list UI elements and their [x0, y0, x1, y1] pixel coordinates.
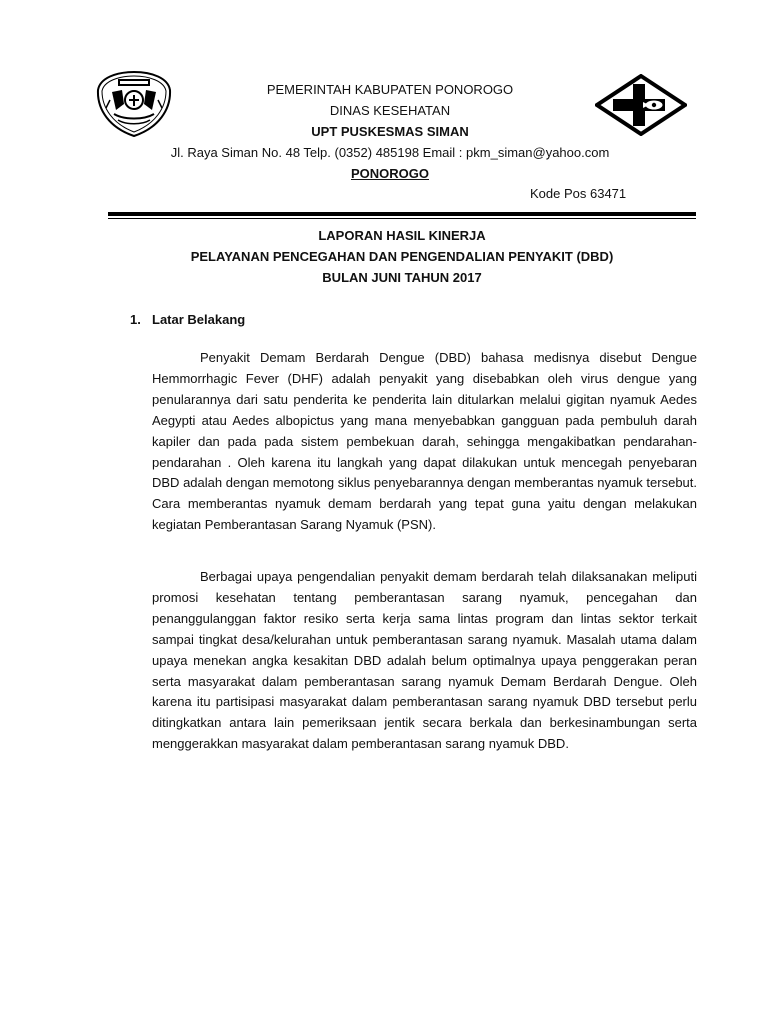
report-period: BULAN JUNI TAHUN 2017	[322, 270, 482, 285]
paragraph-background-2: Berbagai upaya pengendalian penyakit demam berdarah telah dilaksanakan meliputi promosi kesehatan tentang pemberantasan sarang nyamuk, pencegahan dan penanggulanggan faktor resiko serta kerja sama lintas program dan lintas sektor terkait sampai tingkat desa/kelurahan untuk pemberantasan sarang nyamuk. Masalah utama dalam upaya menekan angka kesakitan DBD adalah belum optimalnya upaya penggerakan peran serta masyarakat dalam pemberantasan sarang nyamuk Demam Berdarah Dengue. Oleh karena itu partisipasi masyarakat dalam pemberantasan sarang nyamuk DBD tersebut perlu ditingkatkan antara lain pemeriksaan jentik secara berkala dan berkesinambungan serta menggerakkan masyarakat dalam pemberantasan sarang nyamuk DBD.	[152, 569, 697, 752]
header-institution: UPT PUSKESMAS SIMAN	[311, 124, 469, 139]
header-government: PEMERINTAH KABUPATEN PONOROGO	[266, 82, 514, 97]
section-number: 1.	[130, 312, 141, 327]
header-department: DINAS KESEHATAN	[329, 103, 451, 118]
header-divider-thin	[108, 218, 696, 219]
header-postal-code: Kode Pos 63471	[530, 186, 627, 201]
paragraph-background-1: Penyakit Demam Berdarah Dengue (DBD) bahasa medisnya disebut Dengue Hemmorrhagic Fever (DHF) adalah penyakit yang disebabkan oleh virus dengue yang penularannya dari satu penderita ke penderita lain ditularkan melalui gigitan nyamuk Aedes Aegypti atau Aedes albopictus yang mana menyebabkan gangguan pada pembuluh darah kapiler dan pada pada sistem pembekuan darah, sehingga mengakibatkan pendarahan-pendarahan . Oleh karena itu langkah yang dapat dilakukan untuk mencegah penyebaran DBD adalah dengan memotong siklus penyebarannya dengan memberantas nyamuk tersebut. Cara memberantas nyamuk demam berdarah yang tepat guna yaitu dengan melakukan kegiatan Pemberantasan Sarang Nyamuk (PSN).	[152, 350, 697, 533]
header-city: PONOROGO	[350, 166, 429, 181]
section-title: Latar Belakang	[152, 312, 246, 327]
section-heading	[130, 312, 245, 328]
header-divider-thick	[108, 212, 696, 216]
report-title: LAPORAN HASIL KINERJA	[318, 228, 486, 243]
report-subtitle: PELAYANAN PENCEGAHAN DAN PENGENDALIAN PENYAKIT (DBD)	[190, 249, 614, 264]
header-address: Jl. Raya Siman No. 48 Telp. (0352) 485198 Email : pkm_siman@yahoo.com	[170, 145, 610, 160]
